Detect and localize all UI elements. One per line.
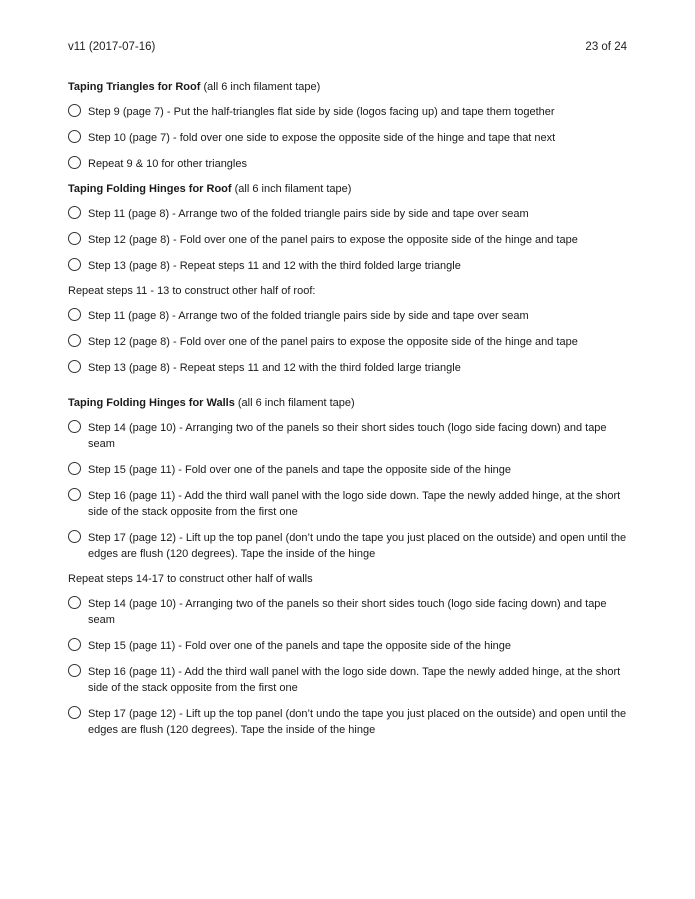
- item-text: Step 16 (page 11) - Add the third wall panel with the logo side down. Tape the newly added hinge, at the short side of the stack opposite from the first one: [88, 490, 621, 518]
- item-text: Step 12 (page 8) - Fold over one of the panel pairs to expose the opposite side of the hinge and tape: [88, 234, 578, 246]
- checklist-item: [68, 596, 633, 628]
- checkbox-circle[interactable]: [68, 420, 81, 433]
- checklist-item: [68, 638, 633, 654]
- checkbox-circle[interactable]: [68, 596, 81, 609]
- section-spacer: [68, 386, 633, 396]
- item-text: Step 16 (page 11) - Add the third wall panel with the logo side down. Tape the newly added hinge, at the short side of the stack opposite from the first one: [88, 666, 621, 694]
- checklist-item: [68, 232, 633, 248]
- section-note: (all 6 inch filament tape): [237, 397, 355, 409]
- checkbox-circle[interactable]: [68, 488, 81, 501]
- checkbox-circle[interactable]: [68, 706, 81, 719]
- checklist-item: [68, 308, 633, 324]
- item-text: Step 11 (page 8) - Arrange two of the folded triangle pairs side by side and tape over seam: [88, 208, 529, 220]
- section-title: Taping Folding Hinges for Roof: [68, 183, 232, 195]
- section-note: (all 6 inch filament tape): [203, 81, 321, 93]
- checklist-item: [68, 130, 633, 146]
- checklist-item: [68, 420, 633, 452]
- checklist: [68, 420, 633, 562]
- page-header: [68, 41, 627, 57]
- item-text: Step 14 (page 10) - Arranging two of the panels so their short sides touch (logo side facing down) and tape seam: [88, 598, 607, 626]
- checklist-item: [68, 334, 633, 350]
- checklist-item: [68, 206, 633, 222]
- checklist-item: [68, 104, 633, 120]
- checkbox-circle[interactable]: [68, 360, 81, 373]
- checkbox-circle[interactable]: [68, 638, 81, 651]
- checklist-item: [68, 488, 633, 520]
- checklist: [68, 308, 633, 376]
- checklist-item: [68, 664, 633, 696]
- checklist-item: [68, 258, 633, 274]
- item-text: Step 17 (page 12) - Lift up the top panel (don’t undo the tape you just placed on the outside) and open until the edges are flush (120 degrees). Tape the inside of the hinge: [88, 532, 627, 560]
- section-heading-wall-hinges: [68, 396, 633, 410]
- checklist: [68, 596, 633, 738]
- item-text: Step 9 (page 7) - Put the half-triangles flat side by side (logos facing up) and tape them together: [88, 106, 555, 118]
- section-title: Taping Triangles for Roof: [68, 81, 201, 93]
- checklist-content: [68, 80, 633, 748]
- section-title: Taping Folding Hinges for Walls: [68, 397, 235, 409]
- section-heading-roof-hinges: [68, 182, 633, 196]
- item-text: Step 13 (page 8) - Repeat steps 11 and 12 with the third folded large triangle: [88, 260, 461, 272]
- checklist-item: [68, 530, 633, 562]
- checklist-item: [68, 156, 633, 172]
- item-text: Step 10 (page 7) - fold over one side to expose the opposite side of the hinge and tape that next: [88, 132, 556, 144]
- checkbox-circle[interactable]: [68, 530, 81, 543]
- version-label: v11 (2017-07-16): [68, 41, 156, 53]
- checklist-item: [68, 360, 633, 376]
- repeat-instruction: Repeat steps 11 - 13 to construct other half of roof:: [68, 285, 316, 297]
- checklist: [68, 104, 633, 172]
- checkbox-circle[interactable]: [68, 258, 81, 271]
- checkbox-circle[interactable]: [68, 664, 81, 677]
- checklist: [68, 206, 633, 274]
- checklist-item: [68, 462, 633, 478]
- checkbox-circle[interactable]: [68, 232, 81, 245]
- checkbox-circle[interactable]: [68, 130, 81, 143]
- item-text: Step 15 (page 11) - Fold over one of the panels and tape the opposite side of the hinge: [88, 464, 511, 476]
- section-heading-roof-triangles: [68, 80, 633, 94]
- item-text: Step 13 (page 8) - Repeat steps 11 and 12 with the third folded large triangle: [88, 362, 461, 374]
- checkbox-circle[interactable]: [68, 462, 81, 475]
- page-number: 23 of 24: [585, 41, 627, 53]
- item-text: Step 14 (page 10) - Arranging two of the panels so their short sides touch (logo side facing down) and tape seam: [88, 422, 607, 450]
- checkbox-circle[interactable]: [68, 104, 81, 117]
- repeat-instruction: Repeat steps 14-17 to construct other half of walls: [68, 573, 313, 585]
- checklist-item: [68, 706, 633, 738]
- checkbox-circle[interactable]: [68, 156, 81, 169]
- section-note: (all 6 inch filament tape): [234, 183, 352, 195]
- checkbox-circle[interactable]: [68, 308, 81, 321]
- item-text: Step 15 (page 11) - Fold over one of the panels and tape the opposite side of the hinge: [88, 640, 511, 652]
- item-text: Step 12 (page 8) - Fold over one of the panel pairs to expose the opposite side of the hinge and tape: [88, 336, 578, 348]
- checkbox-circle[interactable]: [68, 206, 81, 219]
- item-text: Step 11 (page 8) - Arrange two of the folded triangle pairs side by side and tape over seam: [88, 310, 529, 322]
- item-text: Repeat 9 & 10 for other triangles: [88, 158, 247, 170]
- item-text: Step 17 (page 12) - Lift up the top panel (don’t undo the tape you just placed on the outside) and open until the edges are flush (120 degrees). Tape the inside of the hinge: [88, 708, 627, 736]
- checkbox-circle[interactable]: [68, 334, 81, 347]
